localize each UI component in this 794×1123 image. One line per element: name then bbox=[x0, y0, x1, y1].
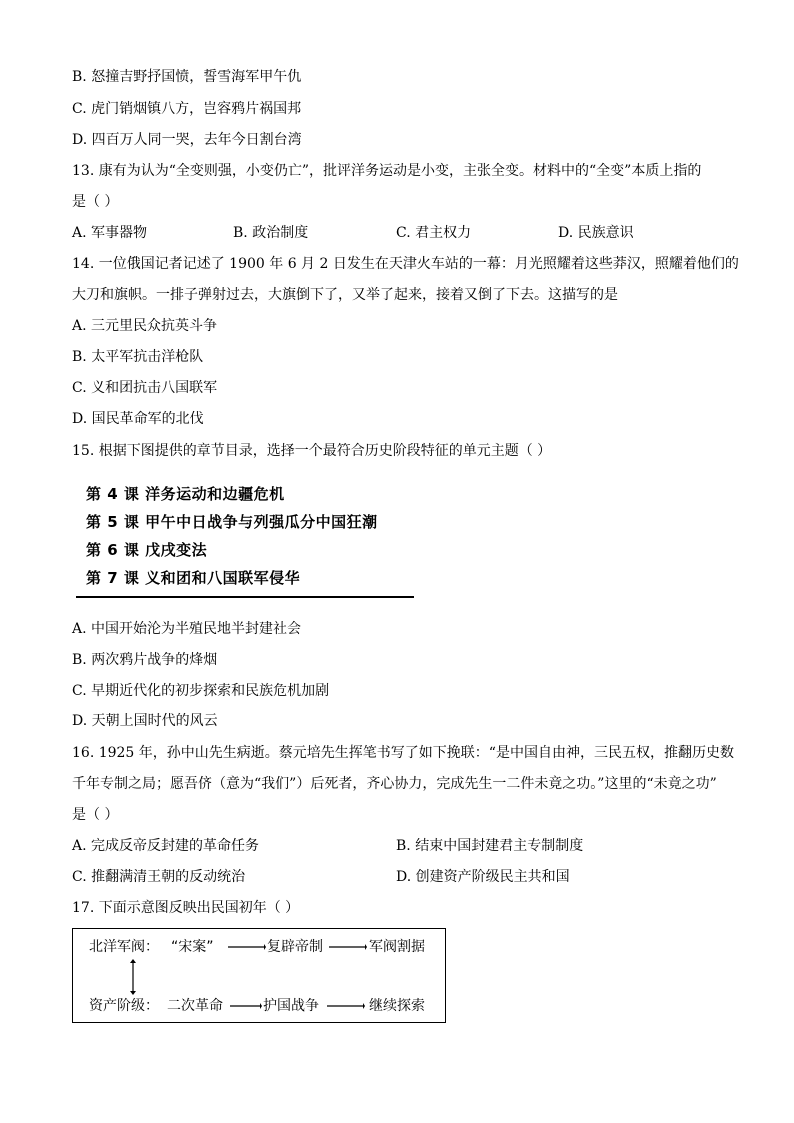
q15-option-b: B. 两次鸦片战争的烽烟 bbox=[72, 652, 218, 668]
diagram-row1-step2: 复辟帝制 bbox=[267, 939, 323, 955]
double-arrow-vertical-icon bbox=[130, 959, 136, 995]
q16-stem-line1: 16. 1925 年，孙中山先生病逝。蔡元培先生挥笔书写了如下挽联：“是中国自由神，三民五权，推翻历史数 bbox=[72, 745, 734, 761]
q16-option-d: D. 创建资产阶级民主共和国 bbox=[396, 869, 570, 885]
diagram-row2-step2: 护国战争 bbox=[263, 998, 319, 1014]
diagram-row1-label: 北洋军阀： bbox=[89, 939, 159, 955]
q16-option-c: C. 推翻满清王朝的反动统治 bbox=[72, 869, 246, 885]
q16-stem-line3: 是（ ） bbox=[72, 807, 119, 823]
q14-option-a: A. 三元里民众抗英斗争 bbox=[72, 318, 218, 334]
q15-chapter-6: 第 6 课 戊戌变法 bbox=[86, 541, 208, 559]
q14-stem-line1: 14. 一位俄国记者记述了 1900 年 6 月 2 日发生在天津火车站的一幕：月光照耀着这些莽汉，照耀着他们的 bbox=[72, 256, 739, 272]
q17-diagram bbox=[72, 928, 446, 1023]
diagram-row2-step1: 二次革命 bbox=[167, 998, 223, 1014]
q13-option-b: B. 政治制度 bbox=[233, 225, 309, 241]
arrow-right-icon bbox=[327, 1006, 365, 1008]
q15-table-rule bbox=[76, 596, 414, 598]
q14-option-d: D. 国民革命军的北伐 bbox=[72, 411, 204, 427]
q15-option-c: C. 早期近代化的初步探索和民族危机加剧 bbox=[72, 683, 330, 699]
q13-option-a: A. 军事器物 bbox=[72, 225, 148, 241]
q14-stem-line2: 大刀和旗帜。一排子弹射过去，大旗倒下了，又举了起来，接着又倒了下去。这描写的是 bbox=[72, 287, 618, 303]
q12-option-b: B. 怒撞吉野抒国愤，誓雪海军甲午仇 bbox=[72, 69, 302, 85]
diagram-row1-step3: 军阀割据 bbox=[369, 939, 425, 955]
q15-option-a: A. 中国开始沦为半殖民地半封建社会 bbox=[72, 621, 302, 637]
diagram-row1-step1: “宋案” bbox=[171, 939, 214, 955]
q16-stem-line2: 千年专制之局；愿吾侪（意为“我们”）后死者，齐心协力，完成先生一二件未竟之功。”这里的“未竟之功” bbox=[72, 776, 717, 792]
q13-stem-line1: 13. 康有为认为“全变则强，小变仍亡”，批评洋务运动是小变，主张全变。材料中的“全变”本质上指的 bbox=[72, 163, 702, 179]
arrow-right-icon bbox=[230, 1006, 262, 1008]
q15-option-d: D. 天朝上国时代的风云 bbox=[72, 713, 218, 729]
q12-option-d: D. 四百万人同一哭，去年今日割台湾 bbox=[72, 132, 302, 148]
q15-chapter-5: 第 5 课 甲午中日战争与列强瓜分中国狂潮 bbox=[86, 513, 378, 531]
q16-option-b: B. 结束中国封建君主专制制度 bbox=[396, 838, 584, 854]
q12-option-c: C. 虎门销烟镇八方，岂容鸦片祸国邦 bbox=[72, 101, 302, 117]
q15-stem: 15. 根据下图提供的章节目录，选择一个最符合历史阶段特征的单元主题（ ） bbox=[72, 443, 552, 459]
diagram-row2-step3: 继续探索 bbox=[369, 998, 425, 1014]
q14-option-c: C. 义和团抗击八国联军 bbox=[72, 380, 218, 396]
q17-stem: 17. 下面示意图反映出民国初年（ ） bbox=[72, 900, 300, 916]
q13-option-d: D. 民族意识 bbox=[558, 225, 634, 241]
diagram-row2-label: 资产阶级： bbox=[89, 998, 159, 1014]
arrow-right-icon bbox=[329, 947, 367, 949]
q13-stem-line2: 是（ ） bbox=[72, 194, 119, 210]
q16-option-a: A. 完成反帝反封建的革命任务 bbox=[72, 838, 260, 854]
arrow-right-icon bbox=[228, 947, 266, 949]
q13-option-c: C. 君主权力 bbox=[396, 225, 472, 241]
q15-chapter-4: 第 4 课 洋务运动和边疆危机 bbox=[86, 485, 285, 503]
q15-chapter-7: 第 7 课 义和团和八国联军侵华 bbox=[86, 569, 301, 587]
q14-option-b: B. 太平军抗击洋枪队 bbox=[72, 349, 204, 365]
